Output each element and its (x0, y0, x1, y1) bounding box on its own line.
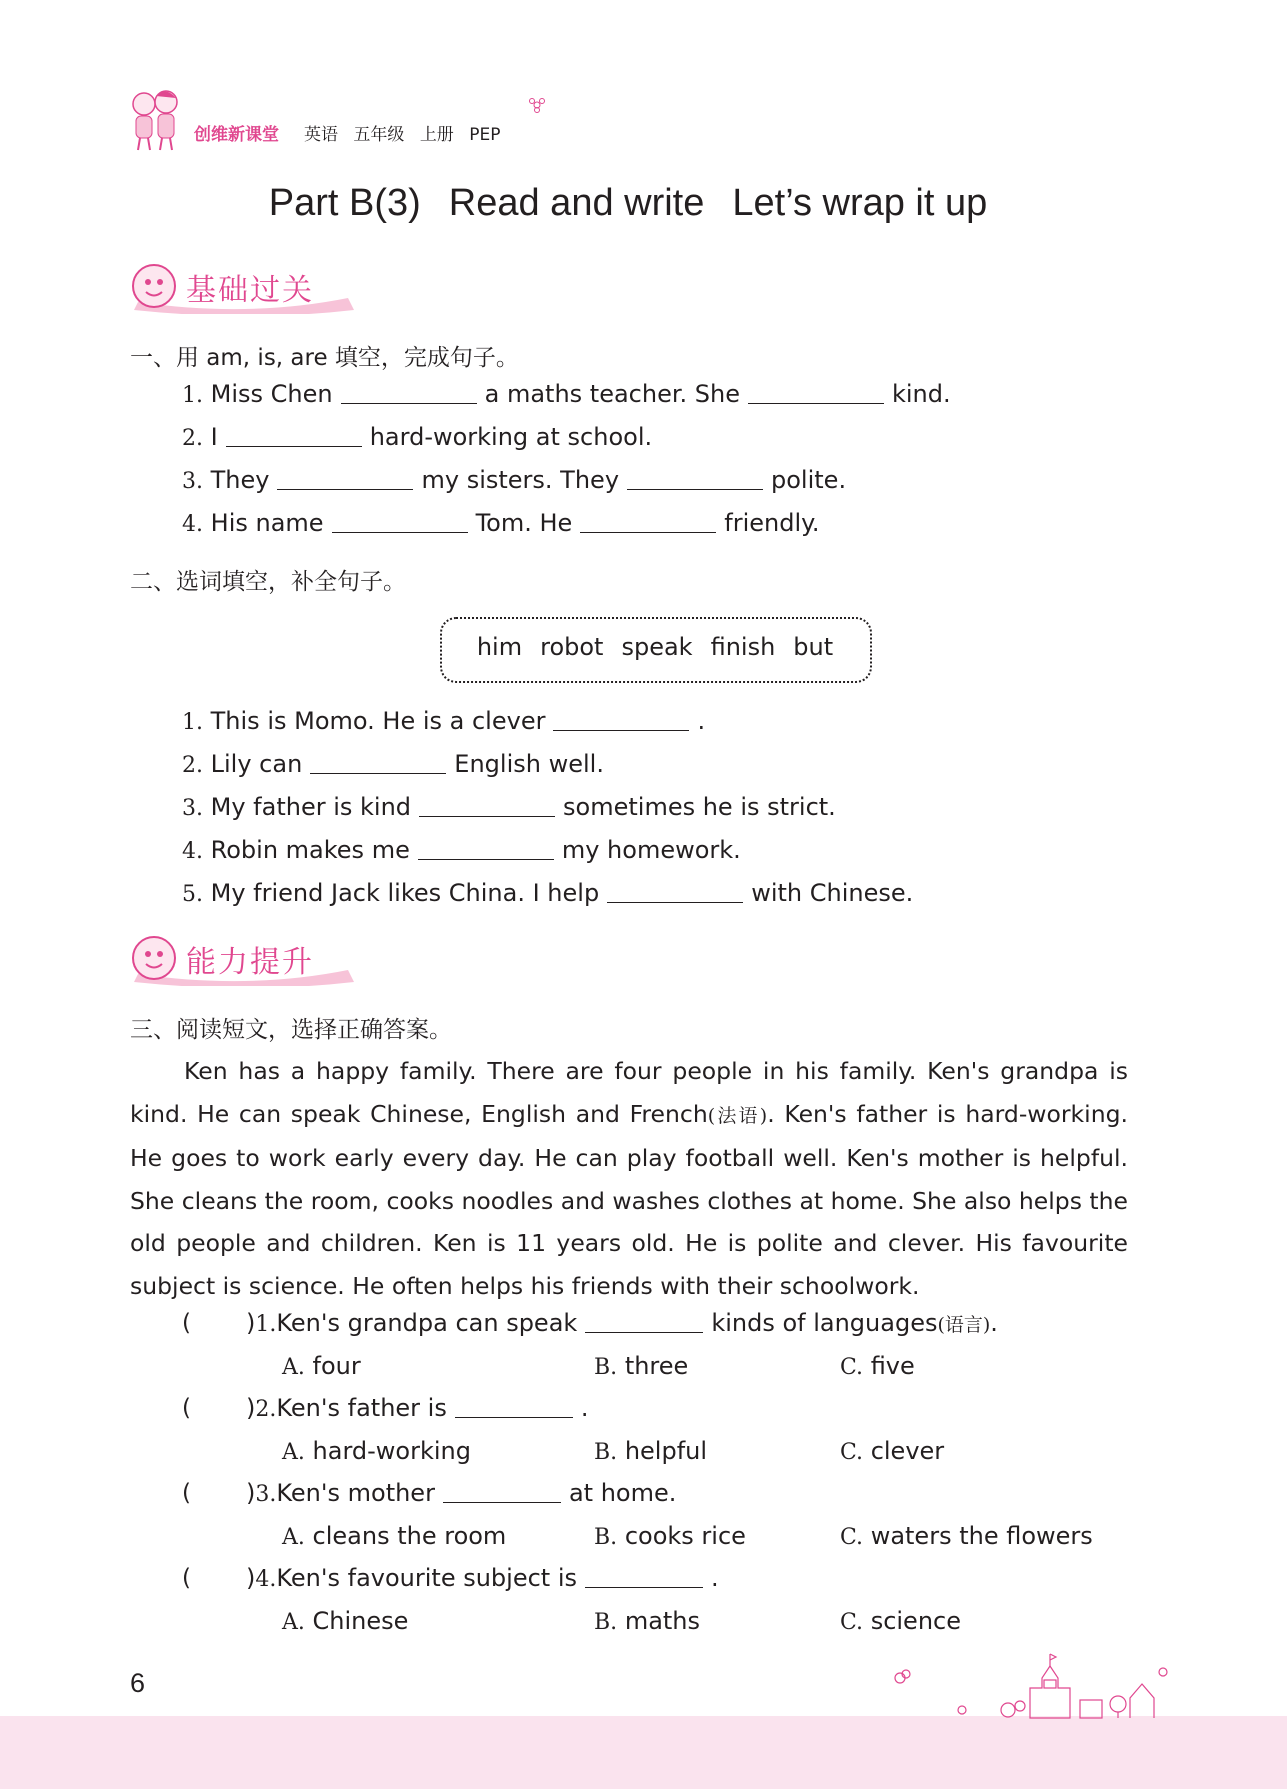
answer-paren[interactable]: ( (182, 1395, 191, 1421)
reading-passage (130, 1050, 1128, 1308)
book-info (304, 120, 510, 145)
flower-deco-icon (528, 96, 546, 114)
castle-deco-icon (880, 1648, 1170, 1720)
subject: 英语 (304, 125, 338, 145)
answer-blank[interactable] (226, 424, 362, 447)
option-c[interactable]: C. waters the flowers (840, 1522, 1093, 1550)
answer-blank[interactable] (580, 510, 716, 533)
answer-paren[interactable]: ( (182, 1480, 191, 1506)
section-title-basic: 基础过关 (186, 273, 314, 308)
answer-blank[interactable] (341, 381, 477, 404)
mc-question-4: )4.Ken's favourite subject is . (246, 1564, 719, 1592)
section-title-advanced: 能力提升 (186, 945, 314, 980)
passage-line: subject is science. He often helps his friends with their schoolwork. (130, 1271, 920, 1300)
word-him: him (476, 633, 523, 661)
footer-band (0, 1716, 1287, 1789)
answer-blank[interactable] (443, 1480, 561, 1503)
word-robot: robot (540, 633, 604, 661)
volume: 上册 (419, 125, 454, 145)
option-c[interactable]: C. science (840, 1607, 961, 1635)
passage-line: Ken has a happy family. There are four people in his family. Ken's grandpa is (184, 1057, 1128, 1085)
answer-blank[interactable] (418, 837, 554, 860)
q2-heading: 二、选词填空，补全句子。 (130, 569, 406, 595)
passage-line: He goes to work early every day. He can play football well. Ken's mother is helpful. (130, 1144, 1128, 1173)
answer-blank[interactable] (553, 708, 689, 731)
grade: 五年级 (353, 125, 405, 145)
word-but: but (793, 633, 834, 661)
edition: PEP (469, 125, 501, 145)
option-b[interactable]: B. three (594, 1352, 689, 1380)
answer-paren[interactable]: ( (182, 1310, 191, 1336)
answer-blank[interactable] (419, 794, 555, 817)
mc-question-1: )1.Ken's grandpa can speak kinds of languages(语言). (246, 1309, 998, 1337)
word-finish: finish (710, 633, 776, 661)
q2-item-4: 4. Robin makes me my homework. (182, 836, 741, 864)
passage-line: She cleans the room, cooks noodles and washes clothes at home. She also helps the (130, 1186, 1128, 1215)
mc-question-3: )3.Ken's mother at home. (246, 1479, 677, 1507)
q1-item-1: 1. Miss Chen a maths teacher. She kind. (182, 380, 951, 408)
kids-logo-icon (126, 86, 184, 152)
option-a[interactable]: A. cleans the room (282, 1522, 507, 1550)
passage-line: kind. He can speak Chinese, English and French(法语). Ken's father is hard-working. (130, 1099, 1128, 1128)
answer-blank[interactable] (607, 880, 743, 903)
passage-line: old people and children. Ken is 11 years old. He is polite and clever. His favourite (130, 1229, 1128, 1258)
answer-paren[interactable]: ( (182, 1565, 191, 1591)
answer-blank[interactable] (332, 510, 468, 533)
answer-blank[interactable] (310, 751, 446, 774)
q1-item-3: 3. They my sisters. They polite. (182, 466, 847, 494)
q1-heading: 一、用 am, is, are 填空，完成句子。 (130, 345, 519, 371)
brand-name: 创维新课堂 (194, 125, 279, 145)
option-b[interactable]: B. helpful (594, 1437, 708, 1465)
q2-item-3: 3. My father is kind sometimes he is strict. (182, 793, 836, 821)
option-c[interactable]: C. five (840, 1352, 915, 1380)
option-a[interactable]: A. hard-working (282, 1437, 471, 1465)
q1-item-2: 2. I hard-working at school. (182, 423, 653, 451)
answer-blank[interactable] (277, 467, 413, 490)
word-speak: speak (621, 633, 693, 661)
q2-item-2: 2. Lily can English well. (182, 750, 604, 778)
q2-item-5: 5. My friend Jack likes China. I help with Chinese. (182, 879, 914, 907)
q2-item-1: 1. This is Momo. He is a clever . (182, 707, 706, 735)
word-bank (440, 633, 870, 661)
answer-blank[interactable] (627, 467, 763, 490)
answer-blank[interactable] (748, 381, 884, 404)
answer-blank[interactable] (585, 1565, 703, 1588)
option-a[interactable]: A. four (282, 1352, 361, 1380)
answer-blank[interactable] (585, 1310, 703, 1333)
answer-blank[interactable] (455, 1395, 573, 1418)
option-c[interactable]: C. clever (840, 1437, 945, 1465)
option-b[interactable]: B. cooks rice (594, 1522, 746, 1550)
page-number: 6 (130, 1668, 146, 1698)
page-title: Part B(3) Read and write Let’s wrap it up (268, 182, 988, 224)
option-b[interactable]: B. maths (594, 1607, 701, 1635)
option-a[interactable]: A. Chinese (282, 1607, 409, 1635)
q3-heading: 三、阅读短文，选择正确答案。 (130, 1017, 452, 1043)
q1-item-4: 4. His name Tom. He friendly. (182, 509, 820, 537)
mc-question-2: )2.Ken's father is . (246, 1394, 589, 1422)
